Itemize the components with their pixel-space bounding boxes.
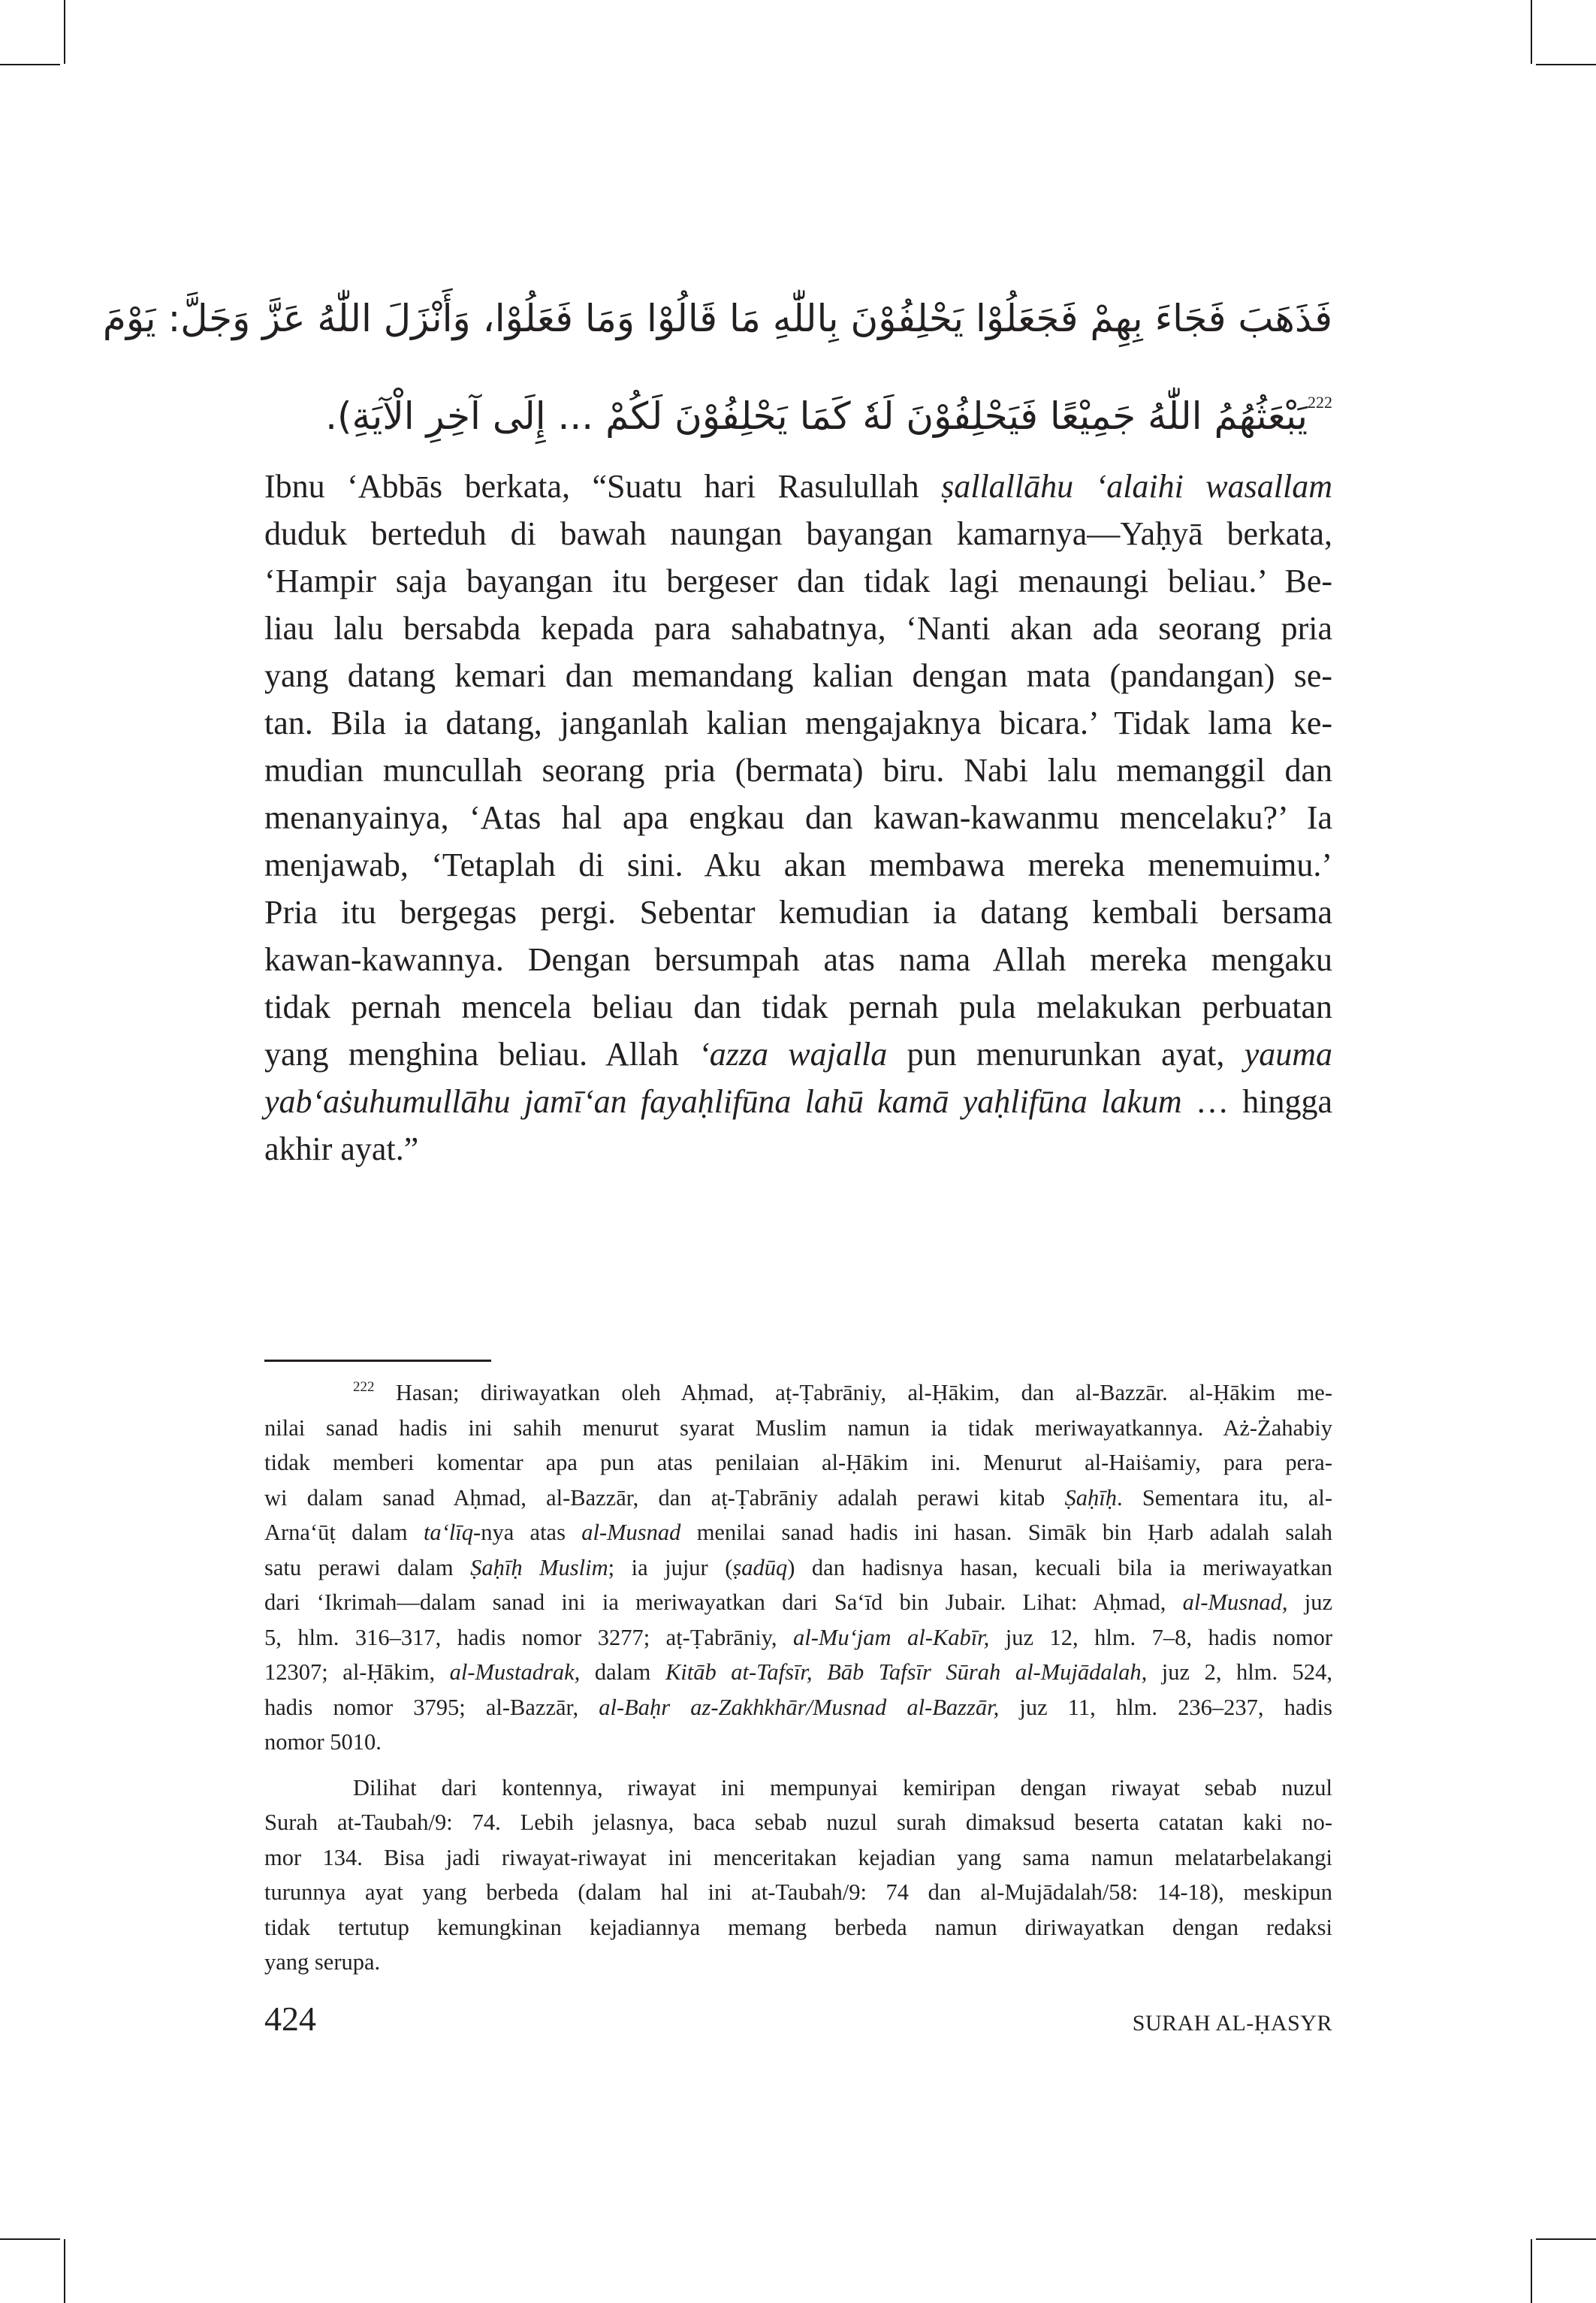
footnote-text: ṣadūq [732,1554,788,1580]
translation-text: menanyainya, ‘Atas hal apa engkau dan kawan-kawanmu mencelaku?’ Ia [264,799,1332,836]
translation-text: ‘Hampir saja bayangan itu bergeser dan tidak lagi menaungi beliau.’ Be- [264,563,1332,599]
translation-text: yauma [1244,1036,1332,1073]
footnote-line [264,1655,1332,1690]
footnote-text: tidak memberi komentar apa pun atas penilaian al-Ḥākim ini. Menurut al-Haiṡamiy, para pera- [264,1450,1332,1475]
crop-mark [0,2238,60,2240]
footnote-text: 5, hlm. 316–317, hadis nomor 3277; aṭ-Ṭabrāniy, [264,1624,794,1650]
footnote-text: al-Mustadrak, [449,1659,581,1685]
footnote-text: juz 11, hlm. 236–237, hadis [999,1694,1332,1720]
footnote-text: mor 134. Bisa jadi riwayat-riwayat ini menceritakan kejadian yang sama namun melatarbelakangi [264,1844,1332,1870]
footnote-text: Hasan; diriwayatkan oleh Aḥmad, aṭ-Ṭabrāniy, al-Ḥākim, dan al-Bazzār. al-Ḥākim me- [374,1380,1332,1405]
crop-mark [1531,0,1532,64]
crop-mark [1531,2239,1532,2303]
footnote-number: 222 [353,1379,375,1395]
footnote-text: wi dalam sanad Aḥmad, al-Bazzār, dan aṭ-Ṭabrāniy adalah perawi kitab [264,1484,1065,1511]
translation-text: ʻazza wajalla [698,1036,888,1073]
footnote-text: al-Muʻjam al-Kabīr, [793,1624,990,1650]
translation-text: tidak pernah mencela beliau dan tidak pernah pula melakukan perbuatan [264,989,1332,1025]
translation-line [264,747,1332,794]
footnotes [264,1370,1332,1980]
page-number: 424 [264,2000,316,2038]
arabic-line-2 [264,361,1332,458]
translation-text: mudian muncullah seorang pria (bermata) biru. Nabi lalu memanggil dan [264,752,1332,789]
footnote-line [264,1945,1332,1980]
translation-paragraph [264,463,1332,1173]
translation-text: yang datang kemari dan memandang kalian dengan mata (pandangan) se- [264,657,1332,694]
translation-text: yabʻaṡuhumullāhu jamīʻan fayaḥlifūna lahū kamā yaḥlifūna lakum [264,1083,1182,1120]
crop-mark [64,2239,65,2303]
translation-text: Ibnu ʻAbbās berkata, “Suatu hari Rasulullah [264,468,942,505]
crop-mark [64,0,65,64]
footnote-text: juz 2, hlm. 524, [1147,1659,1332,1685]
footnote-text: al-Musnad, [1182,1589,1288,1615]
arabic-line-1: فَذَهَبَ فَجَاءَ بِهِمْ فَجَعَلُوْا يَحْلِفُوْنَ بِاللّٰهِ مَا قَالُوْا وَمَا فَعَلُوْا، وَأَنْزَلَ اللّٰهُ عَزَّ وَجَلَّ: يَوْمَ [102,297,1332,340]
footnote-text: hadis nomor 3795; al-Bazzār, [264,1694,599,1720]
translation-text: ṣallallāhu ʻalaihi wasallam [941,468,1332,505]
translation-text: duduk berteduh di bawah naungan bayangan kamarnya—Yaḥyā berkata, [264,515,1332,552]
footnote-text: -nya atas [473,1520,582,1545]
footnote-paragraph-2 [264,1770,1332,1980]
translation-text: … hingga [1181,1083,1332,1120]
footnote-text: menilai sanad hadis ini hasan. Simāk bin Ḥarb adalah salah [680,1520,1332,1545]
footnote-line [264,1550,1332,1586]
arabic-line-2-text: يَبْعَثُهُمُ اللّٰهُ جَمِيْعًا فَيَحْلِفُوْنَ لَهٗ كَمَا يَحْلِفُوْنَ لَكُمْ ... إِلَى آخِرِ الْآيَةِ). [325,394,1308,438]
footnote-text: tidak tertutup kemungkinan kejadiannya memang berbeda namun diriwayatkan dengan redaksi [264,1914,1332,1940]
translation-line [264,510,1332,557]
footnote-line [264,1805,1332,1840]
footnote-text: dari ʻIkrimah—dalam sanad ini ia meriwayatkan dari Saʻīd bin Jubair. Lihat: Aḥmad, [264,1589,1183,1615]
footnote-text: Ṣaḥīḥ Muslim [470,1554,608,1580]
running-head: SURAH AL-ḤASYR [1132,2011,1332,2036]
footnote-text: nilai sanad hadis ini sahih menurut syarat Muslim namun ia tidak meriwayatkannya. Aż-Żahabiy [264,1414,1332,1441]
footnote-text: yang serupa. [264,1949,381,1975]
footnote-text: juz [1287,1589,1333,1615]
footnote-text: 12307; al-Ḥākim, [264,1659,450,1685]
footnote-text: dalam [580,1659,665,1685]
footnote-text: Kitāb at-Tafsīr, Bāb Tafsīr Sūrah al-Mujādalah, [665,1659,1148,1685]
footnote-text: al-Baḥr az-Zakhkhār/Musnad al-Bazzār, [599,1694,1000,1720]
footnote-text: Dilihat dari kontennya, riwayat ini mempunyai kemiripan dengan riwayat sebab nuzul [353,1774,1332,1800]
crop-mark [1536,2238,1596,2240]
footnote-line [264,1411,1332,1446]
translation-line [264,1125,1332,1173]
footnote-line [264,1370,1332,1411]
footnote-line [264,1480,1332,1516]
footnote-text: Ṣaḥīḥ [1064,1484,1117,1511]
footnote-line [264,1875,1332,1910]
translation-line [264,463,1332,510]
translation-line [264,794,1332,841]
translation-text: menjawab, ‘Tetaplah di sini. Aku akan membawa mereka menemuimu.’ [264,847,1332,883]
arabic-quote [102,276,1332,458]
translation-text: akhir ayat.” [264,1130,419,1167]
footnote-text: al-Musnad [581,1520,681,1545]
footnote-text: . Sementara itu, al- [1116,1484,1332,1511]
translation-line [264,1031,1332,1078]
translation-line [264,1078,1332,1125]
translation-line [264,605,1332,652]
translation-line [264,983,1332,1031]
footnote-rule [264,1360,491,1362]
translation-text: yang menghina beliau. Allah [264,1036,699,1073]
translation-text: liau lalu bersabda kepada para sahabatnya, ‘Nanti akan ada seorang pria [264,610,1332,647]
footnote-text: Arnaʻūṭ dalam [264,1520,424,1545]
crop-mark [1536,64,1596,65]
footnote-line [264,1770,1332,1806]
arabic-footnote-ref: 222 [1308,393,1332,412]
footnote-text: ) dan hadisnya hasan, kecuali bila ia meriwayatkan [787,1554,1332,1580]
footnote-text: turunnya ayat yang berbeda (dalam hal ini at-Taubah/9: 74 dan al-Mujādalah/58: 14-18), meskipun [264,1879,1332,1905]
footnote-text: Surah at-Taubah/9: 74. Lebih jelasnya, baca sebab nuzul surah dimaksud beserta catatan kaki no- [264,1810,1332,1835]
translation-text: pun menurunkan ayat, [887,1036,1245,1073]
translation-text: tan. Bila ia datang, janganlah kalian mengajaknya bicara.’ Tidak lama ke- [264,705,1332,741]
footnote-text: juz 12, hlm. 7–8, hadis nomor [989,1624,1332,1650]
footnote-line [264,1725,1332,1760]
footnote-text: ; ia jujur ( [608,1554,733,1580]
translation-line [264,936,1332,983]
translation-text: kawan-kawannya. Dengan bersumpah atas nama Allah mereka mengaku [264,941,1332,978]
translation-line [264,557,1332,605]
footnote-line [264,1620,1332,1656]
footnote-text: satu perawi dalam [264,1554,471,1580]
translation-line [264,699,1332,747]
footnote-line [264,1585,1332,1620]
translation-text: Pria itu bergegas pergi. Sebentar kemudian ia datang kembali bersama [264,894,1332,931]
footnote-line [264,1690,1332,1725]
translation-line [264,652,1332,699]
footnote-line [264,1515,1332,1550]
footnote-line [264,1445,1332,1480]
footnote-line [264,1840,1332,1876]
footnote-line [264,1910,1332,1945]
crop-mark [0,64,60,65]
footnote-text: taʻlīq [423,1520,474,1545]
footnote-text: nomor 5010. [264,1729,382,1755]
translation-line [264,841,1332,889]
translation-line [264,889,1332,936]
footnote-paragraph-1 [264,1370,1332,1760]
